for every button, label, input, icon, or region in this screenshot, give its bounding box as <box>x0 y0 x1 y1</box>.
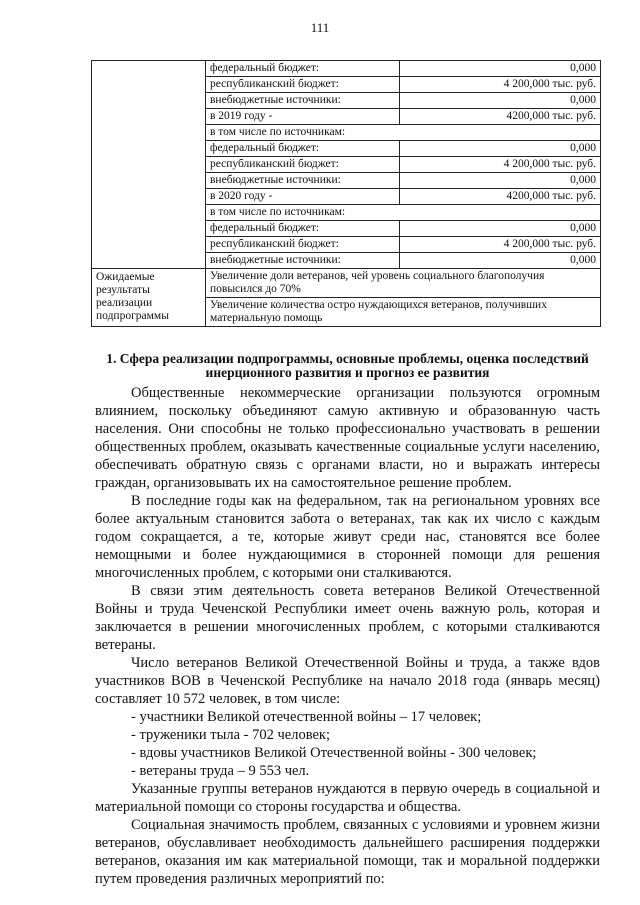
row-label: республиканский бюджет: <box>206 237 400 253</box>
row-value: 0,000 <box>400 253 601 269</box>
paragraph: Указанные группы ветеранов нуждаются в первую очередь в социальной и материальной помощи со стороны государства и общества. <box>95 781 600 815</box>
paragraph: В связи этим деятельность совета ветеранов Великой Отечественной Войны и труда Чеченской Республики имеет очень важную роль, которая и заключается в решении многочисленных проблем, с которыми сталкиваются ветераны. <box>95 583 600 653</box>
row-value: 4200,000 тыс. руб. <box>400 189 601 205</box>
row-label: внебюджетные источники: <box>206 253 400 269</box>
section-title: 1. Сфера реализации подпрограммы, основные проблемы, оценка последствий инерционного развития и прогноз ее развития <box>106 351 589 380</box>
empty-cell <box>92 61 206 269</box>
row-label: республиканский бюджет: <box>206 77 400 93</box>
row-value: 4 200,000 тыс. руб. <box>400 77 601 93</box>
paragraph: Число ветеранов Великой Отечественной Войны и труда, а также вдов участников ВОВ в Чеченской Республике на начало 2018 года (январь месяц) составляет 10 572 человек, в том числе: <box>95 655 600 707</box>
row-label: внебюджетные источники: <box>206 93 400 109</box>
paragraph: В последние годы как на федеральном, так на региональном уровнях все более актуальным становится забота о ветеранах, так как их число с каждым годом сокращается, а те, которые живут среди нас, становятся все более немощными и более нуждающимися в сторонней помощи для решения многочисленных проблем, с которыми они сталкиваются. <box>95 493 600 581</box>
row-label: республиканский бюджет: <box>206 157 400 173</box>
row-value: 0,000 <box>400 61 601 77</box>
row-label: федеральный бюджет: <box>206 221 400 237</box>
row-value: 4200,000 тыс. руб. <box>400 109 601 125</box>
row-label: в 2019 году - <box>206 109 400 125</box>
list-item: - участники Великой отечественной войны – 17 человек; <box>131 709 482 725</box>
row-value: 4 200,000 тыс. руб. <box>400 157 601 173</box>
row-label: федеральный бюджет: <box>206 61 400 77</box>
result-item: Увеличение количества остро нуждающихся ветеранов, получивших материальную помощь <box>206 298 601 327</box>
row-label: в том числе по источникам: <box>206 125 601 141</box>
result-item: Увеличение доли ветеранов, чей уровень социального благополучия повысился до 70% <box>206 269 601 298</box>
list-item: - вдовы участников Великой Отечественной войны - 300 человек; <box>131 745 537 761</box>
page-number: 111 <box>310 20 330 35</box>
row-label: в том числе по источникам: <box>206 205 601 221</box>
list-item: - труженики тыла - 702 человек; <box>131 727 330 743</box>
budget-table <box>91 60 601 327</box>
row-label: федеральный бюджет: <box>206 141 400 157</box>
results-header: Ожидаемые результаты реализации подпрограммы <box>92 269 206 327</box>
paragraph: Общественные некоммерческие организации пользуются огромным влиянием, поскольку объединяют самую активную и образованную часть населения. Они способны не только профессионально участвовать в решении общественных проблем, оказывать качественные социальные услуги населению, обеспечивать обратную связь с органами власти, но и выражать интересы граждан, организовывать их на самостоятельное решение проблем. <box>95 385 600 491</box>
list-item: - ветераны труда – 9 553 чел. <box>131 763 310 779</box>
row-value: 0,000 <box>400 141 601 157</box>
body-text <box>95 384 600 888</box>
row-label: в 2020 году - <box>206 189 400 205</box>
row-value: 0,000 <box>400 221 601 237</box>
row-label: внебюджетные источники: <box>206 173 400 189</box>
row-value: 4 200,000 тыс. руб. <box>400 237 601 253</box>
table-row <box>92 269 601 298</box>
paragraph: Социальная значимость проблем, связанных с условиями и уровнем жизни ветеранов, обуславливает необходимость дальнейшего расширения поддержки ветеранов, оказания им как материальной помощи, так и моральной поддержки путем проведения различных мероприятий по: <box>95 817 600 887</box>
table-row <box>92 61 601 77</box>
row-value: 0,000 <box>400 173 601 189</box>
row-value: 0,000 <box>400 93 601 109</box>
